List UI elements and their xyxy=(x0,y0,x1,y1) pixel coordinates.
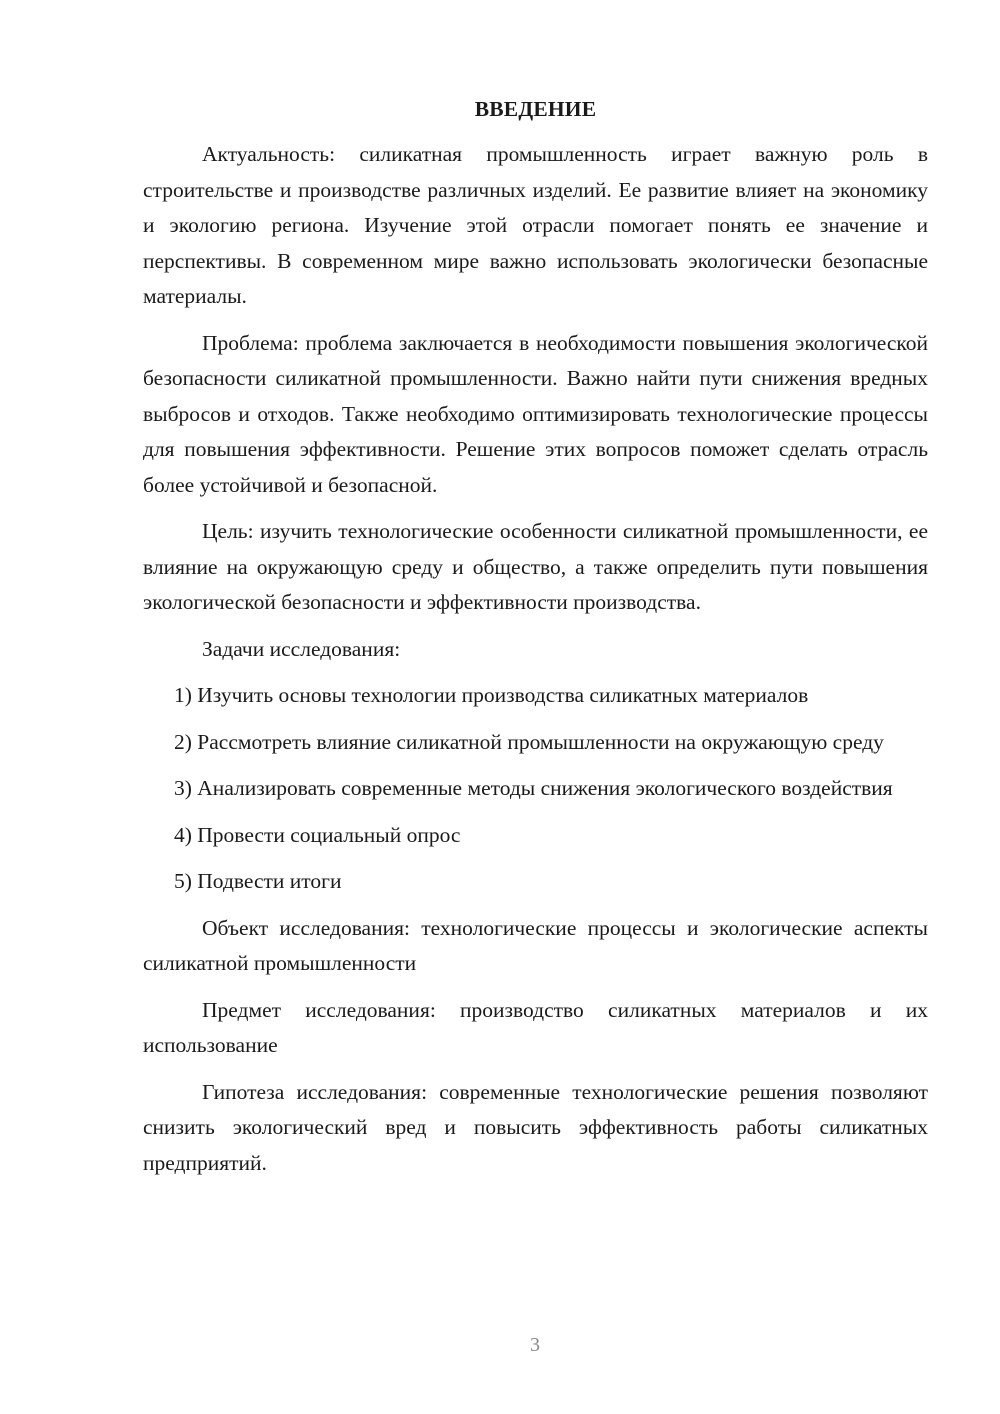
task-item-2: 2) Рассмотреть влияние силикатной промышленности на окружающую среду xyxy=(174,729,884,754)
paragraph-hypothesis: Гипотеза исследования: современные технологические решения позволяют снизить экологический вред и повысить эффективность работы силикатных предприятий. xyxy=(143,1079,928,1175)
paragraph-object: Объект исследования: технологические процессы и экологические аспекты силикатной промышленности xyxy=(143,915,928,975)
task-item-1: 1) Изучить основы технологии производства силикатных материалов xyxy=(174,683,809,707)
document-page xyxy=(143,92,928,1192)
task-item-5: 5) Подвести итоги xyxy=(174,869,342,893)
paragraph-goal: Цель: изучить технологические особенности силикатной промышленности, ее влияние на окружающую среду и общество, а также определить пути повышения экологической безопасности и эффективности производства. xyxy=(143,519,928,614)
task-item-3: 3) Анализировать современные методы снижения экологического воздействия xyxy=(174,776,893,800)
paragraph-problem: Проблема: проблема заключается в необходимости повышения экологической безопасности силикатной промышленности. Важно найти пути снижения вредных выбросов и отходов. Также необходимо оптимизировать технологические процессы для повышения эффективности. Решение этих вопросов поможет сделать отрасль более устойчивой и безопасной. xyxy=(143,330,928,497)
page-title: ВВЕДЕНИЕ xyxy=(474,97,597,121)
page-number: 3 xyxy=(530,1334,540,1356)
paragraph-subject: Предмет исследования: производство силикатных материалов и их использование xyxy=(143,997,928,1057)
task-item-4: 4) Провести социальный опрос xyxy=(174,822,461,847)
paragraph-relevance: Актуальность: силикатная промышленность играет важную роль в строительстве и производстве различных изделий. Ее развитие влияет на экономику и экологию региона. Изучение этой отрасли помогает понять ее значение и перспективы. В современном мире важно использовать экологически безопасные материалы. xyxy=(143,142,928,308)
tasks-heading: Задачи исследования: xyxy=(202,636,401,661)
